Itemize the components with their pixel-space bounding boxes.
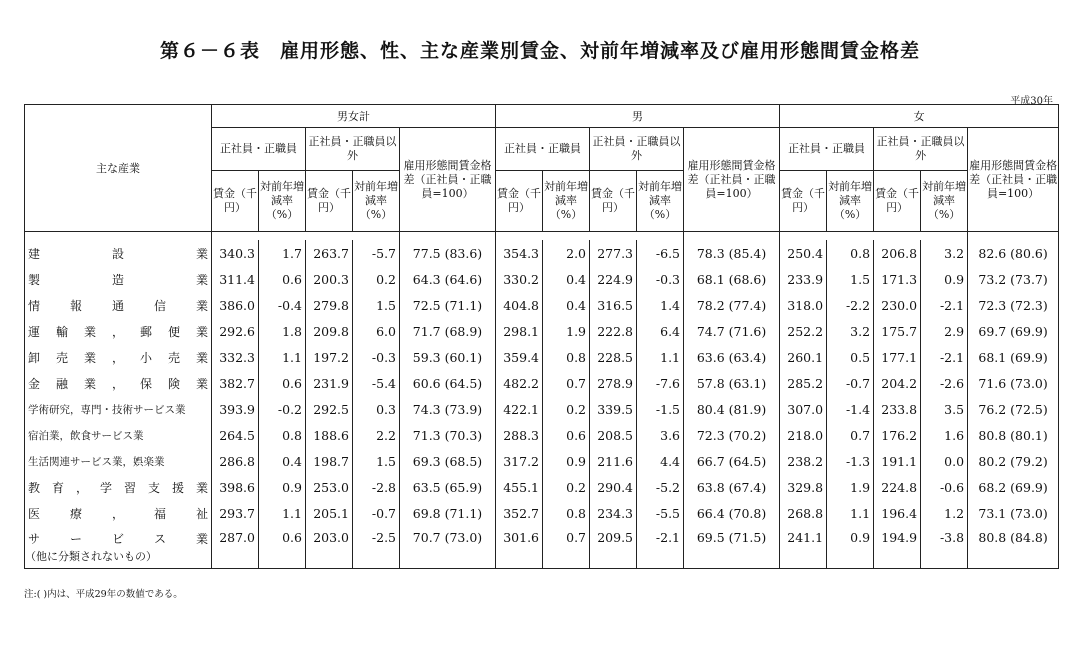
nonregular-change-cell: -5.4	[353, 370, 400, 396]
wage-gap-cell: 80.8 (84.8)	[968, 526, 1059, 569]
nonregular-change-cell: -5.2	[637, 474, 684, 500]
nonregular-wage-cell: 228.5	[590, 344, 637, 370]
regular-wage-cell: 286.8	[219, 453, 255, 469]
industry-name: 宿泊業，飲食サービス業	[28, 429, 144, 442]
wage-gap-cell: 78.2 (77.4)	[684, 292, 780, 318]
regular-header: 正社員・正職員	[212, 128, 306, 171]
regular-wage-cell: 293.7	[219, 505, 255, 521]
nonregular-header: 正社員・正職員以外	[306, 128, 400, 171]
regular-change-cell: 0.5	[827, 344, 874, 370]
regular-change-cell: 1.7	[259, 240, 306, 266]
industry-name: 建設業	[28, 246, 208, 261]
industry-name: サービス業	[28, 532, 208, 546]
nonregular-change-cell: -2.5	[353, 526, 400, 569]
regular-change-cell: -0.2	[259, 396, 306, 422]
regular-wage-cell: 382.7	[219, 375, 255, 391]
regular-wage-cell: 311.4	[219, 271, 255, 287]
regular-wage-cell: 298.1	[503, 323, 540, 339]
nonregular-wage-cell: 224.9	[590, 266, 637, 292]
nonregular-wage-cell: 222.8	[590, 318, 637, 344]
nonregular-wage-cell: 290.4	[590, 474, 637, 500]
nonregular-header: 正社員・正職員以外	[874, 128, 968, 171]
nonregular-wage-cell: 292.5	[306, 396, 353, 422]
wage-gap-cell: 73.1 (73.0)	[968, 500, 1059, 526]
regular-change-cell: 0.6	[259, 266, 306, 292]
nonregular-change-cell: -0.3	[353, 344, 400, 370]
wage-subheader: 賃金（千円）	[780, 171, 827, 232]
wage-gap-cell: 72.3 (70.2)	[684, 422, 780, 448]
nonregular-wage-cell: 188.6	[306, 422, 353, 448]
wage-gap-cell: 60.6 (64.5)	[400, 370, 496, 396]
nonregular-change-cell: -3.8	[921, 526, 968, 569]
change-subheader: 対前年増減率（%）	[827, 171, 874, 232]
industry-label	[25, 448, 212, 474]
regular-wage-cell: 233.9	[787, 271, 824, 287]
table-row	[25, 422, 1059, 448]
regular-change-cell: 0.6	[259, 526, 306, 569]
regular-change-cell: -2.2	[827, 292, 874, 318]
table-row	[25, 266, 1059, 292]
regular-wage-cell: 292.6	[219, 323, 255, 339]
gap-header: 雇用形態間賃金格差（正社員・正職員=100）	[684, 128, 780, 232]
nonregular-change-cell: -0.3	[637, 266, 684, 292]
wage-subheader: 賃金（千円）	[212, 171, 259, 232]
nonregular-change-cell: 3.2	[921, 240, 968, 266]
nonregular-wage-cell: 224.8	[874, 474, 921, 500]
industry-label	[25, 474, 212, 500]
regular-wage-cell: 285.2	[787, 375, 824, 391]
nonregular-wage-cell: 277.3	[590, 240, 637, 266]
nonregular-wage-cell: 206.8	[874, 240, 921, 266]
regular-wage-cell: 218.0	[787, 427, 824, 443]
year-label: 平成30年	[1010, 96, 1053, 107]
group-total-header: 男女計	[212, 105, 496, 128]
nonregular-change-cell: -1.5	[637, 396, 684, 422]
wage-gap-cell: 59.3 (60.1)	[400, 344, 496, 370]
table-row	[25, 292, 1059, 318]
nonregular-change-cell: 1.5	[353, 448, 400, 474]
nonregular-wage-cell: 233.8	[874, 396, 921, 422]
wage-gap-cell: 68.1 (69.9)	[968, 344, 1059, 370]
wage-gap-cell: 78.3 (85.4)	[684, 240, 780, 266]
gap-header: 雇用形態間賃金格差（正社員・正職員=100）	[968, 128, 1059, 232]
regular-change-cell: -0.4	[259, 292, 306, 318]
regular-change-cell: 0.4	[259, 448, 306, 474]
wage-gap-cell: 69.8 (71.1)	[400, 500, 496, 526]
industry-name: 情報通信業	[28, 298, 208, 313]
nonregular-wage-cell: 205.1	[306, 500, 353, 526]
wage-gap-cell: 80.4 (81.9)	[684, 396, 780, 422]
nonregular-wage-cell: 316.5	[590, 292, 637, 318]
regular-change-cell: 0.6	[259, 370, 306, 396]
nonregular-wage-cell: 279.8	[306, 292, 353, 318]
regular-wage-cell: 260.1	[787, 349, 824, 365]
regular-wage-cell: 398.6	[219, 479, 255, 495]
regular-wage-cell: 422.1	[503, 401, 540, 417]
industry-label	[25, 240, 212, 266]
industry-label	[25, 500, 212, 526]
nonregular-wage-cell: 211.6	[590, 448, 637, 474]
wage-gap-cell: 69.5 (71.5)	[684, 526, 780, 569]
wage-subheader: 賃金（千円）	[590, 171, 637, 232]
nonregular-change-cell: 0.0	[921, 448, 968, 474]
wage-subheader: 賃金（千円）	[496, 171, 543, 232]
regular-wage-cell: 482.2	[503, 375, 540, 391]
nonregular-wage-cell: 197.2	[306, 344, 353, 370]
group-male-header: 男	[496, 105, 780, 128]
regular-wage-cell: 332.3	[219, 349, 255, 365]
regular-change-cell: 0.8	[259, 422, 306, 448]
table-row	[25, 344, 1059, 370]
wage-subheader: 賃金（千円）	[874, 171, 921, 232]
industry-name: 運輸業，郵便業	[28, 324, 208, 339]
industry-name: 教育，学習支援業	[28, 480, 208, 495]
wage-gap-cell: 63.6 (63.4)	[684, 344, 780, 370]
regular-change-cell: 0.2	[543, 396, 590, 422]
regular-change-cell: 0.2	[543, 474, 590, 500]
wage-gap-cell: 71.3 (70.3)	[400, 422, 496, 448]
nonregular-change-cell: 6.4	[637, 318, 684, 344]
table-row	[25, 318, 1059, 344]
nonregular-wage-cell: 176.2	[874, 422, 921, 448]
nonregular-change-cell: 3.6	[637, 422, 684, 448]
nonregular-change-cell: 1.1	[637, 344, 684, 370]
nonregular-change-cell: 4.4	[637, 448, 684, 474]
nonregular-wage-cell: 203.0	[306, 526, 353, 569]
wage-gap-cell: 63.8 (67.4)	[684, 474, 780, 500]
wage-gap-cell: 69.7 (69.9)	[968, 318, 1059, 344]
regular-wage-cell: 359.4	[503, 349, 540, 365]
regular-wage-cell: 252.2	[787, 323, 824, 339]
table-row	[25, 526, 1059, 569]
nonregular-wage-cell: 171.3	[874, 266, 921, 292]
nonregular-wage-cell: 231.9	[306, 370, 353, 396]
nonregular-wage-cell: 204.2	[874, 370, 921, 396]
regular-change-cell: 0.8	[543, 344, 590, 370]
regular-wage-cell: 340.3	[219, 245, 255, 261]
nonregular-header: 正社員・正職員以外	[590, 128, 684, 171]
industry-name: 金融業，保険業	[28, 376, 208, 391]
wage-gap-cell: 80.2 (79.2)	[968, 448, 1059, 474]
change-subheader: 対前年増減率（%）	[353, 171, 400, 232]
nonregular-wage-cell: 200.3	[306, 266, 353, 292]
wage-gap-cell: 64.3 (64.6)	[400, 266, 496, 292]
nonregular-change-cell: 1.4	[637, 292, 684, 318]
wage-gap-cell: 74.3 (73.9)	[400, 396, 496, 422]
regular-wage-cell: 318.0	[787, 297, 824, 313]
regular-change-cell: 2.0	[543, 240, 590, 266]
regular-change-cell: 1.9	[827, 474, 874, 500]
industry-name: 学術研究，専門・技術サービス業	[28, 403, 186, 416]
regular-change-cell: -1.3	[827, 448, 874, 474]
nonregular-change-cell: 1.6	[921, 422, 968, 448]
wage-gap-cell: 73.2 (73.7)	[968, 266, 1059, 292]
table-title: 第６－６表 雇用形態、性、主な産業別賃金、対前年増減率及び雇用形態間賃金格差	[159, 40, 920, 62]
table-row	[25, 396, 1059, 422]
regular-change-cell: 0.7	[543, 526, 590, 569]
table-row	[25, 474, 1059, 500]
wage-gap-cell: 71.6 (73.0)	[968, 370, 1059, 396]
nonregular-wage-cell: 196.4	[874, 500, 921, 526]
regular-change-cell: 1.1	[827, 500, 874, 526]
regular-change-cell: 0.8	[543, 500, 590, 526]
nonregular-change-cell: 6.0	[353, 318, 400, 344]
nonregular-change-cell: -5.7	[353, 240, 400, 266]
nonregular-wage-cell: 198.7	[306, 448, 353, 474]
nonregular-wage-cell: 208.5	[590, 422, 637, 448]
table-row	[25, 448, 1059, 474]
nonregular-change-cell: -2.1	[921, 292, 968, 318]
table-row	[25, 240, 1059, 266]
regular-wage-cell: 238.2	[787, 453, 824, 469]
wage-gap-cell: 72.3 (72.3)	[968, 292, 1059, 318]
wage-gap-cell: 76.2 (72.5)	[968, 396, 1059, 422]
nonregular-wage-cell: 175.7	[874, 318, 921, 344]
nonregular-change-cell: 0.3	[353, 396, 400, 422]
regular-change-cell: 1.5	[827, 266, 874, 292]
nonregular-wage-cell: 209.5	[590, 526, 637, 569]
nonregular-wage-cell: 177.1	[874, 344, 921, 370]
regular-wage-cell: 301.6	[496, 526, 543, 569]
nonregular-change-cell: 2.2	[353, 422, 400, 448]
industry-label	[25, 396, 212, 422]
nonregular-wage-cell: 230.0	[874, 292, 921, 318]
nonregular-change-cell: -2.6	[921, 370, 968, 396]
wage-gap-cell: 68.1 (68.6)	[684, 266, 780, 292]
wage-gap-cell: 68.2 (69.9)	[968, 474, 1059, 500]
regular-wage-cell: 287.0	[212, 526, 259, 569]
wage-gap-cell: 70.7 (73.0)	[400, 526, 496, 569]
wage-gap-cell: 66.7 (64.5)	[684, 448, 780, 474]
industry-header: 主な産業	[25, 105, 212, 232]
industry-label	[25, 266, 212, 292]
regular-wage-cell: 455.1	[503, 479, 540, 495]
nonregular-change-cell: -7.6	[637, 370, 684, 396]
nonregular-change-cell: 2.9	[921, 318, 968, 344]
regular-wage-cell: 268.8	[787, 505, 824, 521]
regular-header: 正社員・正職員	[780, 128, 874, 171]
regular-wage-cell: 307.0	[787, 401, 824, 417]
nonregular-wage-cell: 191.1	[874, 448, 921, 474]
nonregular-wage-cell: 209.8	[306, 318, 353, 344]
regular-wage-cell: 393.9	[219, 401, 255, 417]
table-row	[25, 370, 1059, 396]
regular-wage-cell: 386.0	[219, 297, 255, 313]
regular-wage-cell: 330.2	[503, 271, 540, 287]
wage-gap-cell: 63.5 (65.9)	[400, 474, 496, 500]
industry-label	[25, 292, 212, 318]
nonregular-change-cell: 0.2	[353, 266, 400, 292]
regular-wage-cell: 404.8	[503, 297, 540, 313]
regular-wage-cell: 354.3	[503, 245, 540, 261]
regular-change-cell: 0.7	[827, 422, 874, 448]
nonregular-change-cell: 1.5	[353, 292, 400, 318]
nonregular-change-cell: -2.8	[353, 474, 400, 500]
regular-change-cell: 3.2	[827, 318, 874, 344]
wage-gap-cell: 77.5 (83.6)	[400, 240, 496, 266]
regular-wage-cell: 288.3	[503, 427, 540, 443]
regular-change-cell: 0.9	[259, 474, 306, 500]
regular-change-cell: 1.8	[259, 318, 306, 344]
nonregular-change-cell: -6.5	[637, 240, 684, 266]
nonregular-wage-cell: 339.5	[590, 396, 637, 422]
regular-wage-cell: 329.8	[787, 479, 824, 495]
regular-change-cell: 0.6	[543, 422, 590, 448]
nonregular-change-cell: 0.9	[921, 266, 968, 292]
regular-change-cell: 0.8	[827, 240, 874, 266]
gap-header: 雇用形態間賃金格差（正社員・正職員=100）	[400, 128, 496, 232]
wage-gap-cell: 69.3 (68.5)	[400, 448, 496, 474]
industry-label	[25, 526, 212, 569]
wage-gap-cell: 74.7 (71.6)	[684, 318, 780, 344]
nonregular-change-cell: -0.7	[353, 500, 400, 526]
table-row	[25, 500, 1059, 526]
wage-gap-cell: 57.8 (63.1)	[684, 370, 780, 396]
footnote: 注:( )内は、平成29年の数値である。	[24, 589, 183, 600]
regular-change-cell: 0.4	[543, 292, 590, 318]
regular-change-cell: -0.7	[827, 370, 874, 396]
industry-name: 生活関連サービス業，娯楽業	[28, 455, 165, 468]
regular-wage-cell: 241.1	[780, 526, 827, 569]
regular-change-cell: 0.4	[543, 266, 590, 292]
nonregular-wage-cell: 234.3	[590, 500, 637, 526]
nonregular-wage-cell: 263.7	[306, 240, 353, 266]
change-subheader: 対前年増減率（%）	[637, 171, 684, 232]
regular-wage-cell: 250.4	[787, 245, 824, 261]
regular-change-cell: 1.1	[259, 500, 306, 526]
change-subheader: 対前年増減率（%）	[543, 171, 590, 232]
wage-gap-cell: 72.5 (71.1)	[400, 292, 496, 318]
nonregular-change-cell: -2.1	[921, 344, 968, 370]
industry-label	[25, 318, 212, 344]
wage-gap-cell: 80.8 (80.1)	[968, 422, 1059, 448]
regular-header: 正社員・正職員	[496, 128, 590, 171]
nonregular-wage-cell: 253.0	[306, 474, 353, 500]
regular-change-cell: -1.4	[827, 396, 874, 422]
industry-name: 製造業	[28, 272, 208, 287]
nonregular-change-cell: -0.6	[921, 474, 968, 500]
wage-gap-cell: 82.6 (80.6)	[968, 240, 1059, 266]
industry-label	[25, 422, 212, 448]
wage-gap-cell: 66.4 (70.8)	[684, 500, 780, 526]
regular-wage-cell: 317.2	[503, 453, 540, 469]
industry-subname: （他に分類されないもの）	[25, 550, 157, 563]
regular-wage-cell: 352.7	[503, 505, 540, 521]
change-subheader: 対前年増減率（%）	[259, 171, 306, 232]
nonregular-change-cell: -2.1	[637, 526, 684, 569]
industry-name: 医療，福祉	[28, 506, 208, 521]
wage-subheader: 賃金（千円）	[306, 171, 353, 232]
regular-change-cell: 0.9	[543, 448, 590, 474]
industry-label	[25, 344, 212, 370]
regular-change-cell: 0.7	[543, 370, 590, 396]
group-female-header: 女	[780, 105, 1059, 128]
nonregular-change-cell: 3.5	[921, 396, 968, 422]
wage-table	[24, 104, 1059, 569]
regular-change-cell: 1.9	[543, 318, 590, 344]
industry-name: 卸売業，小売業	[28, 350, 208, 365]
regular-change-cell: 0.9	[827, 526, 874, 569]
nonregular-change-cell: -5.5	[637, 500, 684, 526]
wage-gap-cell: 71.7 (68.9)	[400, 318, 496, 344]
change-subheader: 対前年増減率（%）	[921, 171, 968, 232]
nonregular-wage-cell: 194.9	[874, 526, 921, 569]
regular-wage-cell: 264.5	[219, 427, 255, 443]
industry-label	[25, 370, 212, 396]
nonregular-change-cell: 1.2	[921, 500, 968, 526]
regular-change-cell: 1.1	[259, 344, 306, 370]
nonregular-wage-cell: 278.9	[590, 370, 637, 396]
